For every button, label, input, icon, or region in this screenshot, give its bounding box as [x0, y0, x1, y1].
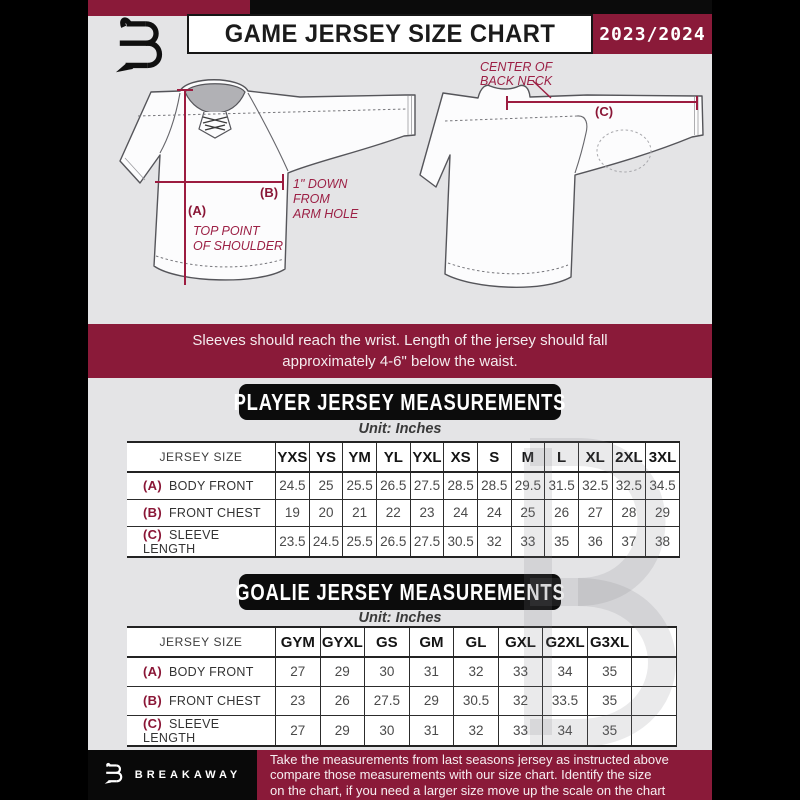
measurement-value-cell: 22 [376, 499, 410, 526]
measurement-value-cell: 29 [320, 715, 365, 746]
measurement-value-cell: 25.5 [343, 526, 377, 557]
measurement-value-cell: 31 [409, 657, 454, 686]
measurement-value-cell: 25.5 [343, 472, 377, 499]
season-badge [593, 14, 712, 54]
player-measurements-table [127, 441, 680, 558]
measurement-value-cell: 23 [410, 499, 444, 526]
measurement-row-label: (C) SLEEVE LENGTH [127, 715, 276, 746]
measurement-value-cell: 32.5 [578, 472, 612, 499]
size-column-header: S [477, 442, 511, 472]
measurement-value-cell: 32 [477, 526, 511, 557]
size-column-header: GL [454, 627, 499, 657]
jersey-size-corner-header: JERSEY SIZE [127, 627, 276, 657]
label-c: (C) [595, 104, 614, 119]
size-column-header: YM [343, 442, 377, 472]
measurement-value-cell: 27.5 [365, 686, 410, 715]
measurement-value-cell: 32 [454, 715, 499, 746]
size-column-header: 3XL [646, 442, 680, 472]
footer-brand-name: BREAKAWAY [134, 769, 242, 781]
banner-line1: Sleeves should reach the wrist. Length of the jersey should fall [192, 332, 608, 349]
measurement-value-cell: 20 [309, 499, 343, 526]
goalie-unit-label: Unit: Inches [358, 610, 442, 626]
measurement-value-cell: 24 [444, 499, 478, 526]
measurement-value-cell: 27 [276, 657, 321, 686]
measurement-value-cell: 24 [477, 499, 511, 526]
footer-breakaway-logo-icon [104, 762, 126, 788]
measurement-value-cell: 32.5 [612, 472, 646, 499]
measurement-value-cell: 21 [343, 499, 377, 526]
goalie-section-title: GOALIE JERSEY MEASUREMENTS [239, 574, 561, 610]
neck-note-line1: CENTER OF [480, 60, 553, 74]
measurement-row-label: (A) BODY FRONT [127, 472, 276, 499]
measurement-value-cell [632, 657, 677, 686]
size-column-header: XS [444, 442, 478, 472]
measurement-value-cell: 26.5 [376, 526, 410, 557]
size-column-header: YXL [410, 442, 444, 472]
measurement-value-cell: 27.5 [410, 526, 444, 557]
measurement-value-cell: 35 [587, 657, 632, 686]
size-column-header: GYM [276, 627, 321, 657]
table-row [127, 686, 676, 715]
measurement-value-cell: 34 [543, 657, 588, 686]
jersey-diagrams [88, 55, 712, 320]
player-section-title: PLAYER JERSEY MEASUREMENTS [239, 384, 561, 420]
season-label: 2023/2024 [599, 23, 706, 45]
banner-line2: approximately 4-6" below the waist. [282, 353, 518, 370]
measurement-value-cell: 34.5 [646, 472, 680, 499]
label-b: (B) [260, 185, 279, 200]
measurement-value-cell: 28.5 [444, 472, 478, 499]
measurement-value-cell: 35 [545, 526, 579, 557]
measurement-value-cell: 19 [276, 499, 310, 526]
table-row [127, 472, 679, 499]
measurement-value-cell: 28.5 [477, 472, 511, 499]
footer-line2: compare those measurements with our size chart. Identify the size [270, 767, 652, 783]
size-column-header: G2XL [543, 627, 588, 657]
measurement-value-cell: 32 [454, 657, 499, 686]
size-column-header: GM [409, 627, 454, 657]
measurement-value-cell: 32 [498, 686, 543, 715]
size-column-header: L [545, 442, 579, 472]
jersey-size-corner-header: JERSEY SIZE [127, 442, 276, 472]
page-title-bar [187, 14, 593, 54]
table-row [127, 715, 676, 746]
measurement-value-cell: 25 [511, 499, 545, 526]
table-row [127, 657, 676, 686]
measurement-value-cell: 35 [587, 686, 632, 715]
size-column-header [632, 627, 677, 657]
measurement-value-cell [632, 686, 677, 715]
measurement-value-cell: 30 [365, 715, 410, 746]
measurement-value-cell: 23.5 [276, 526, 310, 557]
measurement-value-cell: 33.5 [543, 686, 588, 715]
size-column-header: GYXL [320, 627, 365, 657]
measurement-value-cell: 26.5 [376, 472, 410, 499]
size-column-header: M [511, 442, 545, 472]
b-note-line3: ARM HOLE [293, 207, 359, 221]
measurement-value-cell: 24.5 [276, 472, 310, 499]
b-note-line1: 1" DOWN [293, 177, 348, 191]
measurement-value-cell: 31.5 [545, 472, 579, 499]
measurement-value-cell: 33 [498, 657, 543, 686]
measurement-value-cell: 27 [276, 715, 321, 746]
measurement-row-label: (B) FRONT CHEST [127, 499, 276, 526]
footer-brand-block [88, 750, 257, 800]
table-row [127, 526, 679, 557]
measurement-value-cell: 30.5 [454, 686, 499, 715]
size-column-header: GS [365, 627, 410, 657]
measurement-value-cell: 33 [498, 715, 543, 746]
footer-line1: Take the measurements from last seasons jersey as instructed above [270, 751, 669, 767]
a-note-line1: TOP POINT [193, 224, 260, 238]
measurement-value-cell: 29.5 [511, 472, 545, 499]
size-column-header: XL [578, 442, 612, 472]
measurement-value-cell: 29 [320, 657, 365, 686]
back-jersey-drawing [420, 85, 703, 287]
measurement-value-cell: 31 [409, 715, 454, 746]
measurement-value-cell: 37 [612, 526, 646, 557]
size-chart-document [88, 0, 712, 800]
measurement-value-cell: 28 [612, 499, 646, 526]
instruction-banner [88, 324, 712, 378]
size-column-header: YL [376, 442, 410, 472]
footer-instructions [257, 750, 712, 800]
measurement-value-cell: 33 [511, 526, 545, 557]
b-note-line2: FROM [293, 192, 330, 206]
measurement-row-label: (C) SLEEVE LENGTH [127, 526, 276, 557]
neck-note-line2: BACK NECK [480, 74, 553, 88]
size-column-header: GXL [498, 627, 543, 657]
measurement-value-cell: 25 [309, 472, 343, 499]
measurement-row-label: (A) BODY FRONT [127, 657, 276, 686]
page-title: GAME JERSEY SIZE CHART [224, 19, 556, 48]
size-column-header: G3XL [587, 627, 632, 657]
measurement-value-cell: 30 [365, 657, 410, 686]
label-a: (A) [188, 203, 207, 218]
measurement-value-cell: 36 [578, 526, 612, 557]
size-column-header: YS [309, 442, 343, 472]
size-column-header: YXS [276, 442, 310, 472]
goalie-measurements-table [127, 626, 677, 747]
measurement-value-cell: 35 [587, 715, 632, 746]
measurement-value-cell: 29 [409, 686, 454, 715]
player-unit-label: Unit: Inches [358, 421, 442, 437]
footer-line3: on the chart, if you need a larger size move up the scale on the chart [270, 782, 666, 798]
measurement-value-cell: 27 [578, 499, 612, 526]
table-row [127, 499, 679, 526]
measurement-value-cell: 34 [543, 715, 588, 746]
size-column-header: 2XL [612, 442, 646, 472]
measurement-row-label: (B) FRONT CHEST [127, 686, 276, 715]
measurement-value-cell: 27.5 [410, 472, 444, 499]
a-note-line2: OF SHOULDER [193, 239, 284, 253]
measurement-value-cell: 30.5 [444, 526, 478, 557]
measurement-value-cell: 23 [276, 686, 321, 715]
measurement-value-cell: 26 [320, 686, 365, 715]
measurement-value-cell: 26 [545, 499, 579, 526]
measurement-value-cell [632, 715, 677, 746]
measurement-value-cell: 29 [646, 499, 680, 526]
measurement-value-cell: 24.5 [309, 526, 343, 557]
measurement-value-cell: 38 [646, 526, 680, 557]
